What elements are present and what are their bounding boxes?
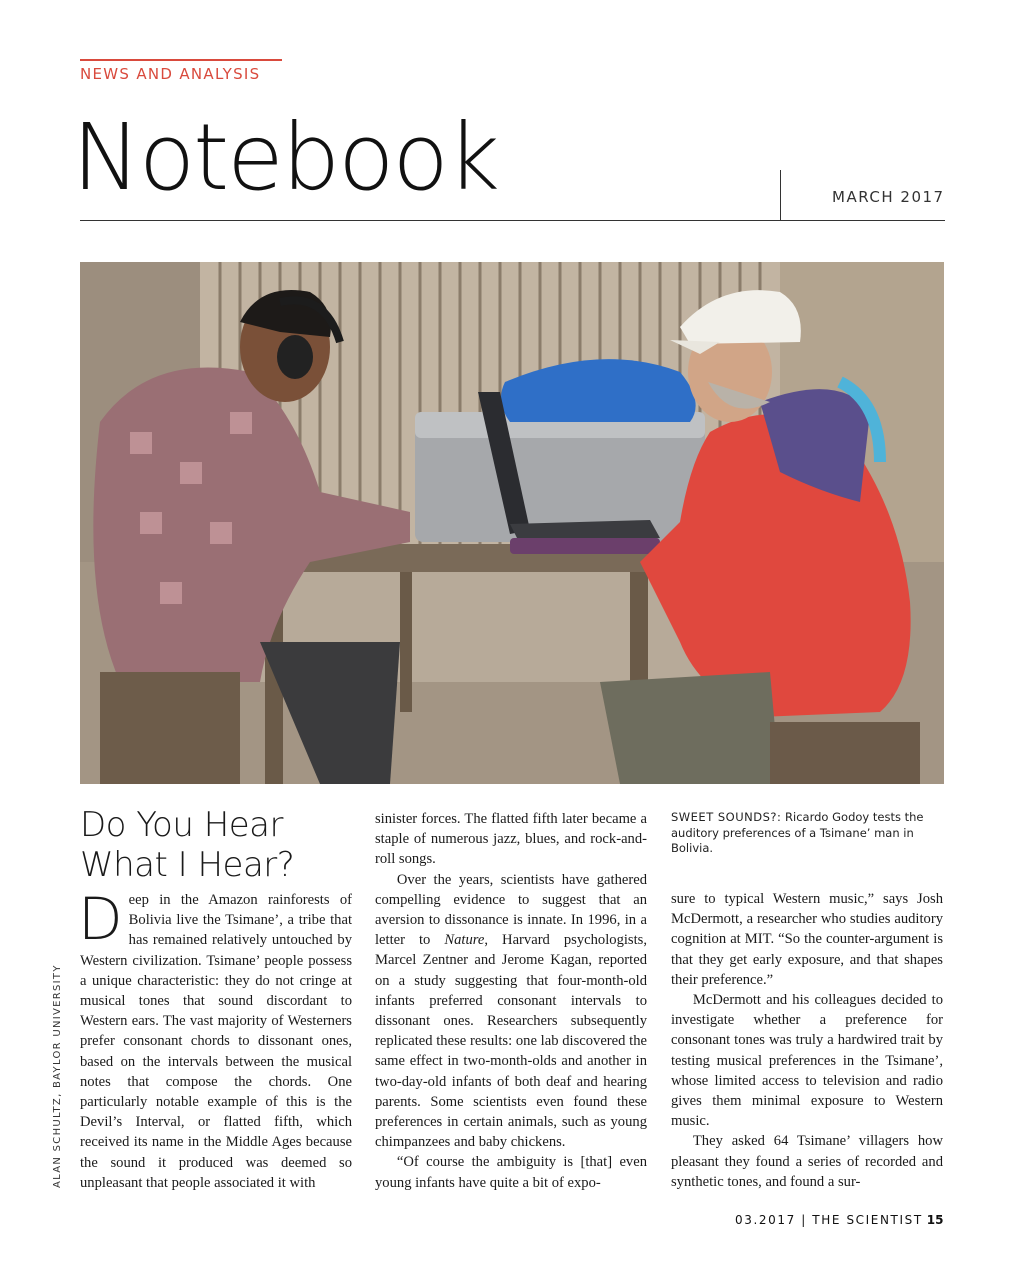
caption-text: Ricardo Godoy tests the auditory preferences of a Tsimane’ man in Bolivia. xyxy=(671,810,924,855)
journal-name: Nature xyxy=(444,932,485,949)
paragraph: sinister forces. The flatted fifth later became a staple of numerous jazz, blues, and rock-and-roll songs. xyxy=(375,811,647,868)
paragraph-text: Over the years, scientists have gathered compelling evidence to suggest that an aversion to dissonance is innate. In 1996, in a letter to xyxy=(375,871,647,949)
paragraph: They asked 64 Tsimane’ villagers how pleasant they found a series of recorded and synthetic tones, and found a sur- xyxy=(671,1133,943,1190)
photo-caption xyxy=(671,810,943,857)
body-column-1 xyxy=(78,885,352,1193)
caption-lead: SWEET SOUNDS?: xyxy=(671,810,782,824)
photo-credit: ALAN SCHULTZ, BAYLOR UNIVERSITY xyxy=(52,964,63,1188)
page-number: 15 xyxy=(926,1213,944,1227)
drop-cap: D xyxy=(78,885,123,953)
header-divider xyxy=(780,170,781,220)
paragraph-text: , Harvard psychologists, Marcel Zentner and Jerome Kagan, reported on a study suggesting that four-month-old infants preferred consonant intervals to dissonant ones. Researchers subsequently replicated these results: one lab discovered the same effect in two-month-olds and another in two-day-old infants of both deaf and hearing parents. Some scientists even found these preferences in certain animals, such as young chimpanzees and baby chickens. xyxy=(375,932,647,1151)
article-headline xyxy=(80,805,360,885)
paragraph: eep in the Amazon rainforests of Bolivia live the Tsimane’, a tribe that has remained relatively untouched by Western civilization. Tsimane’ people possess a unique characteristic: they do not cringe at musical tones that sound discordant to Western ears. The vast majority of Westerners prefer consonant chords to dissonant ones, based on the intervals between the musical notes that compose the chords. One particularly notable example of this is the Devil’s Interval, or flatted fifth, which received its name in the Middle Ages because the sound it produced was deemed so unpleasant that people associated it with xyxy=(80,892,352,1191)
article-photo xyxy=(80,262,944,784)
headline-line-1: Do You Hear xyxy=(80,805,283,845)
kicker-rule xyxy=(80,59,282,61)
headline-line-2: What I Hear? xyxy=(80,845,295,885)
footer-issue: 03.2017 | THE SCIENTIST xyxy=(735,1213,923,1227)
body-column-2 xyxy=(375,809,647,1193)
header-rule xyxy=(80,220,945,221)
paragraph: “Of course the ambiguity is [that] even young infants have quite a bit of expo- xyxy=(375,1154,647,1191)
paragraph: McDermott and his colleagues decided to investigate whether a preference for consonant tones was truly a hardwired trait by testing musical preferences in the Tsimane’, whose limited access to television and radio gives them minimal exposure to Western music. xyxy=(671,992,943,1130)
body-column-3 xyxy=(671,889,943,1192)
paragraph xyxy=(375,870,647,1153)
section-kicker: NEWS AND ANALYSIS xyxy=(80,65,261,83)
paragraph: sure to typical Western music,” says Josh McDermott, a researcher who studies auditory cognition at MIT. “So the counter-argument is that they get early exposure, and that shapes their preference.” xyxy=(671,891,943,988)
page-footer xyxy=(735,1213,943,1227)
page-title: Notebook xyxy=(72,104,499,211)
issue-date: MARCH 2017 xyxy=(832,188,945,206)
